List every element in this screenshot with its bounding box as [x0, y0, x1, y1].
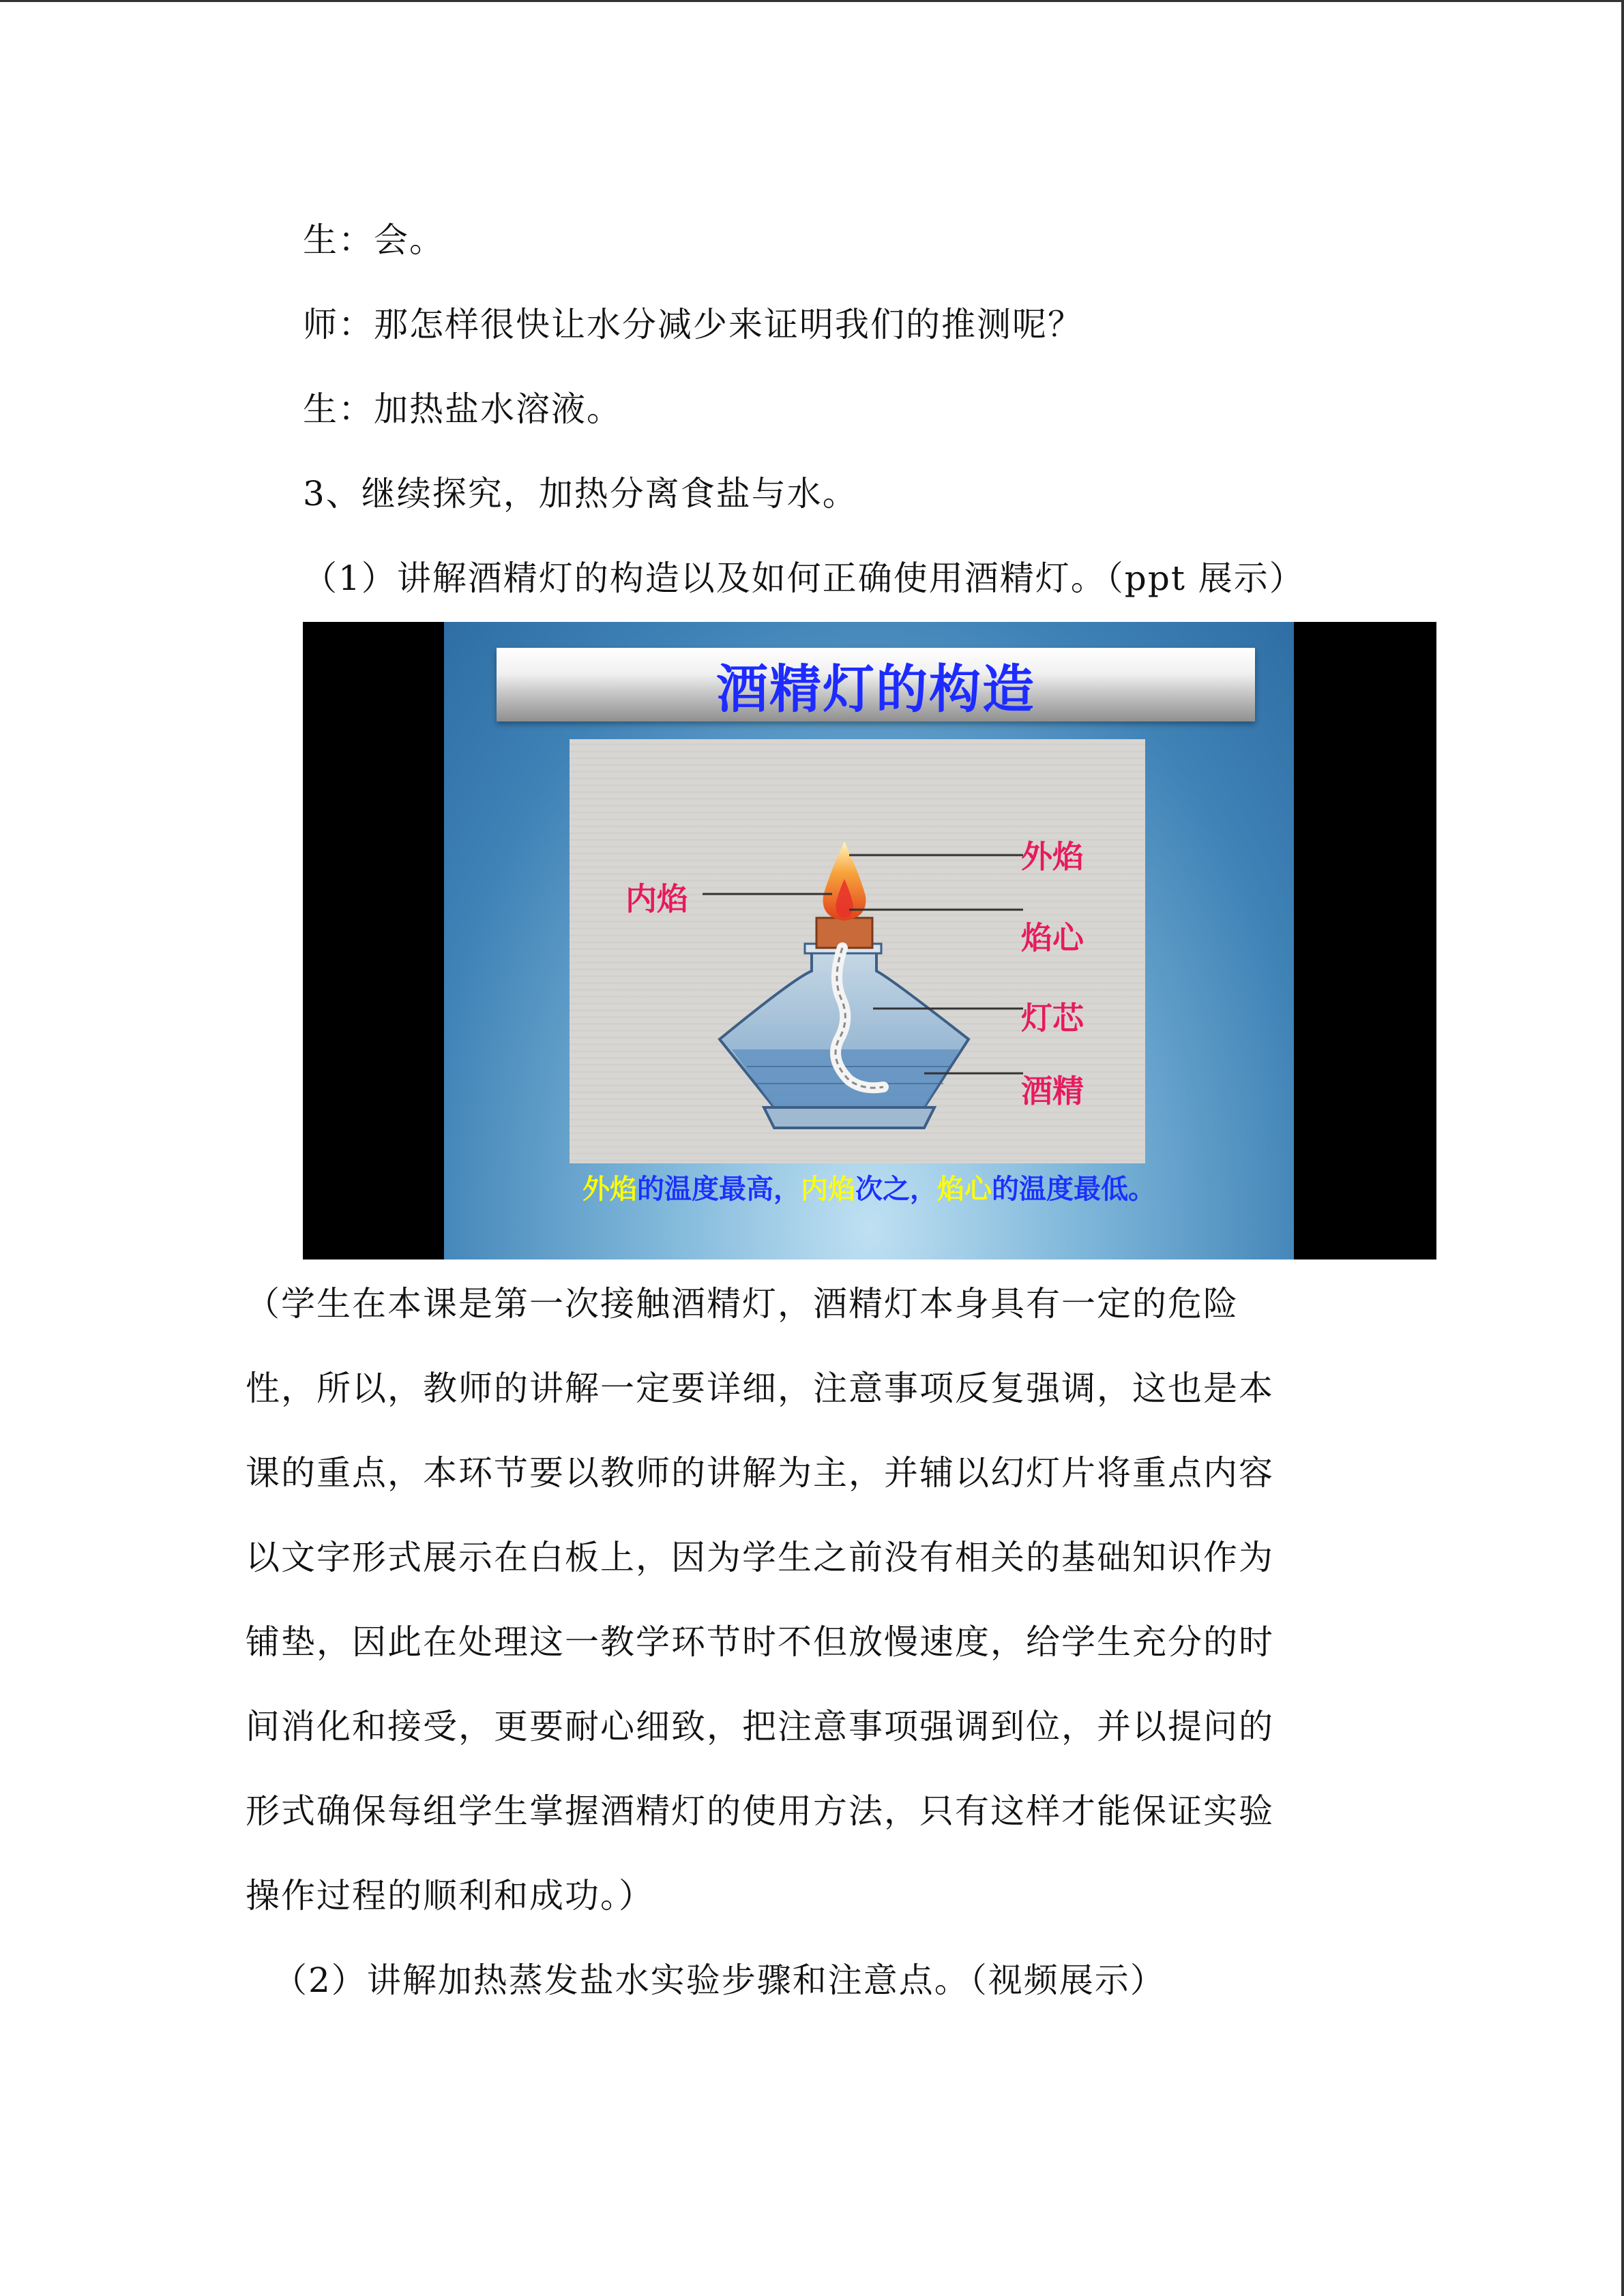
page-top-border — [0, 0, 1624, 2]
caption-outer-flame: 外焰 — [582, 1174, 637, 1205]
alcohol-lamp-diagram — [570, 739, 1145, 1163]
ppt-slide-image — [303, 622, 1436, 1259]
slide-background — [444, 622, 1294, 1259]
slide-title: 酒精灯的构造 — [716, 658, 1035, 719]
label-flame-core: 焰心 — [1021, 919, 1084, 956]
caption-flame-core: 焰心 — [937, 1174, 992, 1205]
caption-part-4: 次之， — [855, 1174, 937, 1205]
note-line-5: 铺垫，因此在处理这一教学环节时不但放慢速度，给学生充分的时 — [246, 1622, 1274, 1662]
step-1-heading: （1）讲解酒精灯的构造以及如何正确使用酒精灯。（ppt 展示） — [303, 558, 1305, 598]
label-outer-flame: 外焰 — [1021, 838, 1084, 875]
dialogue-teacher-1: 师：那怎样很快让水分减少来证明我们的推测呢？ — [303, 305, 1083, 344]
slide-caption — [444, 1167, 1294, 1206]
note-line-2: 性，所以，教师的讲解一定要详细，注意事项反复强调，这也是本 — [246, 1369, 1274, 1408]
note-line-7: 形式确保每组学生掌握酒精灯的使用方法，只有这样才能保证实验 — [246, 1791, 1274, 1831]
section-heading-3: 3、继续探究，加热分离食盐与水。 — [303, 474, 858, 513]
label-inner-flame: 内焰 — [625, 880, 688, 917]
dialogue-student-1: 生：会。 — [303, 220, 445, 260]
note-line-6: 间消化和接受，更要耐心细致，把注意事项强调到位，并以提问的 — [246, 1707, 1274, 1746]
note-line-3: 课的重点，本环节要以教师的讲解为主，并辅以幻灯片将重点内容 — [246, 1453, 1274, 1493]
note-line-4: 以文字形式展示在白板上，因为学生之前没有相关的基础知识作为 — [246, 1538, 1274, 1577]
label-alcohol: 酒精 — [1021, 1073, 1084, 1109]
step-2-heading: （2）讲解加热蒸发盐水实验步骤和注意点。（视频展示） — [273, 1960, 1166, 2000]
caption-inner-flame: 内焰 — [801, 1174, 855, 1205]
lamp-base — [764, 1107, 934, 1128]
caption-part-6: 的温度最低。 — [992, 1174, 1155, 1205]
note-line-1: （学生在本课是第一次接触酒精灯，酒精灯本身具有一定的危险 — [246, 1284, 1239, 1324]
slide-title-bar — [497, 648, 1255, 721]
note-line-8: 操作过程的顺利和成功。） — [246, 1876, 654, 1915]
page-right-border — [1621, 0, 1624, 2296]
caption-part-2: 的温度最高， — [637, 1174, 801, 1205]
label-wick: 灯芯 — [1021, 1000, 1084, 1037]
dialogue-student-2: 生：加热盐水溶液。 — [303, 389, 622, 429]
